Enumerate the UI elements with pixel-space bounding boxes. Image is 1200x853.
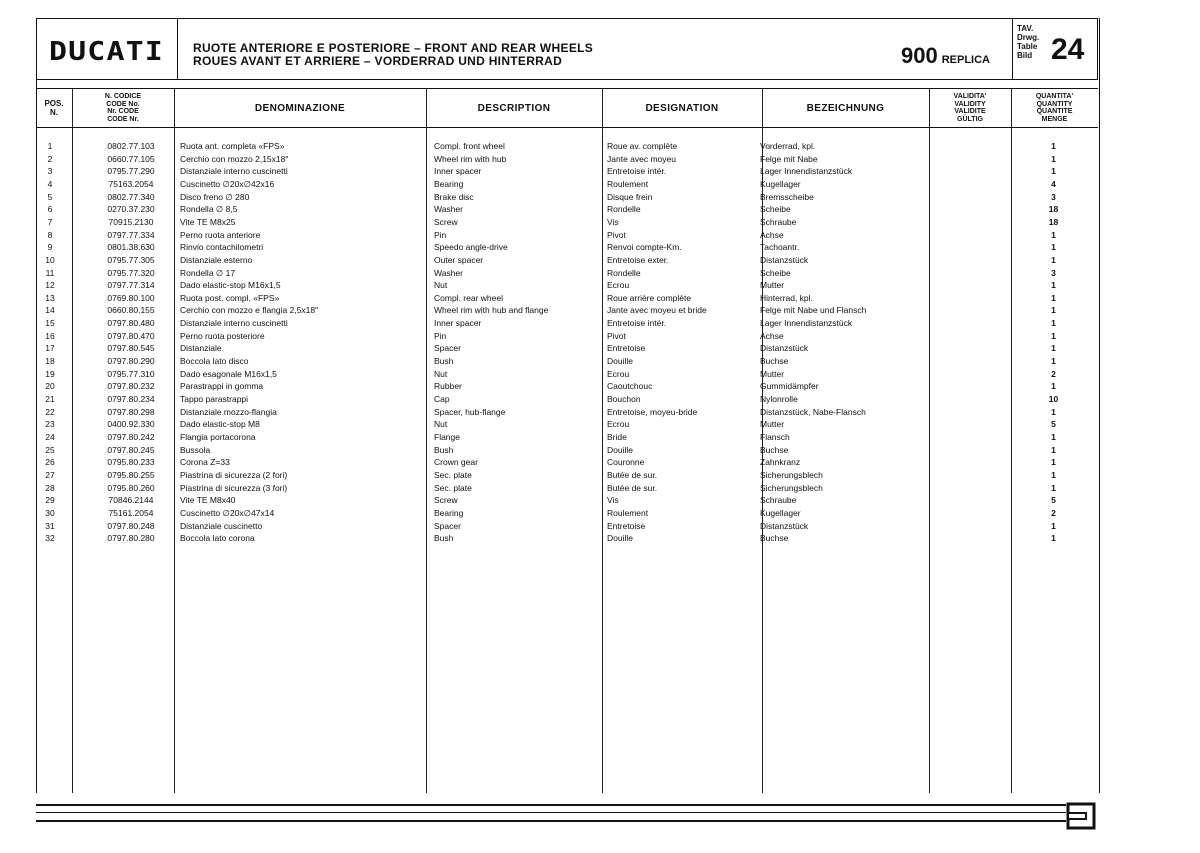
row-code: 0270.37.230: [107, 204, 155, 215]
row-description: Spacer: [434, 520, 461, 531]
row-bezeichnung: Zahnkranz: [760, 457, 801, 468]
row-quantity: 3: [1051, 191, 1056, 202]
row-pos: 29: [45, 495, 55, 506]
title-line-2: ROUES AVANT ET ARRIERE – VORDERRAD UND HINTERRAD: [193, 54, 563, 68]
row-designation: Roue arrière complète: [607, 292, 692, 303]
row-description: Bearing: [434, 507, 464, 518]
row-quantity: 1: [1051, 356, 1056, 367]
row-quantity: 1: [1051, 330, 1056, 341]
row-description: Inner spacer: [434, 166, 482, 177]
row-description: Screw: [434, 216, 458, 227]
row-designation: Renvoi compte-Km.: [607, 242, 682, 253]
row-pos: 11: [45, 267, 55, 278]
row-quantity: 1: [1051, 153, 1056, 164]
row-denominazione: Cuscinetto ∅20x∅42x16: [180, 178, 275, 189]
table-row: [36, 154, 1098, 167]
row-description: Spacer: [434, 343, 461, 354]
table-row: [36, 457, 1098, 470]
row-denominazione: Bussola: [180, 444, 211, 455]
row-bezeichnung: Felge mit Nabe und Flansch: [760, 305, 867, 316]
row-designation: Entretoise: [607, 520, 646, 531]
table-row: [36, 141, 1098, 154]
row-pos: 17: [45, 343, 55, 354]
row-pos: 2: [47, 153, 53, 164]
row-bezeichnung: Mutter: [760, 368, 785, 379]
row-denominazione: Distanziale cuscinetto: [180, 520, 263, 531]
row-pos: 22: [45, 406, 55, 417]
row-denominazione: Distanziale interno cuscinetti: [180, 318, 288, 329]
row-code: 0802.77.340: [107, 191, 155, 202]
table-row: [36, 508, 1098, 521]
row-code: 0795.80.255: [107, 469, 155, 480]
model-name: REPLICA: [941, 54, 990, 66]
table-row: [36, 432, 1098, 445]
row-quantity: 18: [1048, 216, 1059, 227]
table-row: [36, 280, 1098, 293]
row-designation: Bride: [607, 431, 627, 442]
row-description: Pin: [434, 330, 447, 341]
row-code: 0797.77.334: [107, 229, 155, 240]
row-code: 0795.77.320: [107, 267, 155, 278]
row-denominazione: Distanziale esterno: [180, 254, 253, 265]
row-code: 0797.80.232: [107, 381, 155, 392]
row-description: Bearing: [434, 178, 464, 189]
col-validita: VALIDITA' VALIDITY VALIDITE GÜLTIG: [953, 93, 987, 123]
row-code: 0660.80.155: [107, 305, 155, 316]
drawing-number-box: [1012, 19, 1098, 79]
row-pos: 26: [45, 457, 55, 468]
row-designation: Pivot: [607, 229, 626, 240]
row-bezeichnung: Buchse: [760, 356, 789, 367]
row-pos: 8: [47, 229, 53, 240]
table-row: [36, 407, 1098, 420]
row-designation: Pivot: [607, 330, 626, 341]
row-description: Outer spacer: [434, 254, 484, 265]
row-pos: 9: [47, 242, 53, 253]
row-quantity: 1: [1051, 482, 1056, 493]
row-code: 0797.80.480: [107, 318, 155, 329]
col-quantita: QUANTITA' QUANTITY QUANTITE MENGE: [1035, 93, 1074, 123]
row-code: 75163.2054: [108, 178, 154, 189]
row-bezeichnung: Flansch: [760, 431, 790, 442]
row-quantity: 1: [1051, 292, 1056, 303]
row-quantity: 1: [1051, 242, 1056, 253]
row-denominazione: Perno ruota anteriore: [180, 229, 261, 240]
row-description: Screw: [434, 495, 458, 506]
row-quantity: 10: [1048, 394, 1059, 404]
row-denominazione: Tappo parastrappi: [180, 394, 249, 404]
table-row: [36, 470, 1098, 483]
row-denominazione: Ruota ant. completa «FPS»: [180, 141, 285, 151]
row-designation: Douille: [607, 444, 633, 455]
row-pos: 21: [45, 394, 55, 404]
row-designation: Entretoise: [607, 343, 646, 354]
row-bezeichnung: Sicherungsblech: [760, 482, 823, 493]
row-quantity: 1: [1051, 533, 1056, 544]
row-quantity: 1: [1051, 343, 1056, 354]
model-number: 900: [901, 43, 938, 68]
row-code: 0660.77.105: [107, 153, 155, 164]
row-bezeichnung: Buchse: [760, 533, 789, 544]
row-denominazione: Ruota post. compl. «FPS»: [180, 292, 280, 303]
logo-box: [37, 19, 178, 79]
table-row: [36, 483, 1098, 496]
row-description: Inner spacer: [434, 318, 482, 329]
row-designation: Entretoise intér.: [607, 166, 667, 177]
row-denominazione: Vite TE M8x25: [180, 216, 236, 227]
row-bezeichnung: Distanzstück: [760, 254, 809, 265]
row-pos: 28: [45, 482, 55, 493]
row-pos: 20: [45, 381, 55, 392]
header-block: [36, 18, 1098, 80]
row-designation: Entretoise intér.: [607, 318, 667, 329]
row-pos: 7: [47, 216, 53, 227]
row-code: 0802.77.103: [107, 141, 155, 151]
row-designation: Roue av. complète: [607, 141, 678, 151]
row-description: Nut: [434, 368, 448, 379]
row-code: 0795.80.233: [107, 457, 155, 468]
table-row: [36, 495, 1098, 508]
row-denominazione: Piastrina di sicurezza (3 fori): [180, 482, 288, 493]
col-designation: DESIGNATION: [645, 102, 719, 114]
row-pos: 10: [45, 254, 55, 265]
row-designation: Ecrou: [607, 368, 630, 379]
row-code: 0797.80.298: [107, 406, 155, 417]
table-row: [36, 217, 1098, 230]
row-designation: Entretoise exter.: [607, 254, 669, 265]
row-description: Brake disc: [434, 191, 474, 202]
column-header-row: [36, 88, 1098, 128]
row-designation: Vis: [607, 495, 619, 506]
row-code: 0400.92.330: [107, 419, 155, 430]
row-quantity: 5: [1051, 419, 1056, 430]
row-denominazione: Parastrappi in gomma: [180, 381, 264, 392]
row-description: Compl. rear wheel: [434, 292, 503, 303]
row-pos: 18: [45, 356, 55, 367]
row-code: 70915.2130: [108, 216, 154, 227]
row-code: 0769.80.100: [107, 292, 155, 303]
row-denominazione: Dado esagonale M16x1,5: [180, 368, 277, 379]
row-designation: Ecrou: [607, 280, 630, 291]
row-description: Compl. front wheel: [434, 141, 505, 151]
row-pos: 5: [47, 191, 53, 202]
row-code: 0797.77.314: [107, 280, 155, 291]
col-code: N. CODICE CODE No. Nr. CODE CODE Nr.: [104, 93, 142, 123]
row-bezeichnung: Lager Innendistanzstück: [760, 166, 853, 177]
row-designation: Bouchon: [607, 394, 641, 404]
table-row: [36, 318, 1098, 331]
row-quantity: 1: [1051, 254, 1056, 265]
table-row: [36, 230, 1098, 243]
row-code: 0797.80.545: [107, 343, 155, 354]
row-denominazione: Piastrina di sicurezza (2 fori): [180, 469, 288, 480]
table-row: [36, 293, 1098, 306]
row-description: Bush: [434, 533, 454, 544]
row-designation: Ecrou: [607, 419, 630, 430]
row-designation: Rondelle: [607, 267, 641, 278]
row-denominazione: Distanziale: [180, 343, 222, 354]
drawing-label: TAV.: [1017, 24, 1034, 33]
drawing-number: 24: [1051, 33, 1085, 66]
row-quantity: 1: [1051, 141, 1056, 151]
table-row: [36, 445, 1098, 458]
row-denominazione: Perno ruota posteriore: [180, 330, 265, 341]
table-row: [36, 419, 1098, 432]
row-denominazione: Cuscinetto ∅20x∅47x14: [180, 507, 275, 518]
row-code: 75161.2054: [108, 507, 154, 518]
table-row: [36, 381, 1098, 394]
table-row: [36, 204, 1098, 217]
row-designation: Butée de sur.: [607, 482, 658, 493]
row-code: 0795.77.290: [107, 166, 155, 177]
row-quantity: 18: [1048, 204, 1059, 215]
row-description: Wheel rim with hub: [434, 153, 507, 164]
ducati-logo: DUCATI: [49, 37, 164, 67]
row-bezeichnung: Gummidämpfer: [760, 381, 819, 392]
row-code: 70846.2144: [108, 495, 154, 506]
row-description: Pin: [434, 229, 447, 240]
table-row: [36, 242, 1098, 255]
row-bezeichnung: Kugellager: [760, 507, 801, 518]
drawing-labels: [1017, 24, 1039, 60]
row-bezeichnung: Achse: [760, 229, 784, 240]
row-code: 0797.80.242: [107, 431, 155, 442]
row-pos: 19: [45, 368, 55, 379]
row-denominazione: Boccola lato disco: [180, 356, 249, 367]
row-description: Flange: [434, 431, 460, 442]
row-quantity: 1: [1051, 406, 1056, 417]
row-bezeichnung: Felge mit Nabe: [760, 153, 818, 164]
col-pos: POS. N.: [44, 99, 64, 117]
row-code: 0795.77.305: [107, 254, 155, 265]
row-pos: 6: [47, 204, 53, 215]
row-code: 0801.38.630: [107, 242, 155, 253]
row-bezeichnung: Mutter: [760, 280, 785, 291]
row-pos: 25: [45, 444, 55, 455]
row-quantity: 1: [1051, 381, 1056, 392]
row-quantity: 4: [1051, 178, 1056, 189]
row-code: 0797.80.245: [107, 444, 155, 455]
row-description: Bush: [434, 356, 454, 367]
row-pos: 24: [45, 431, 55, 442]
row-bezeichnung: Tachoantr.: [760, 242, 800, 253]
row-description: Wheel rim with hub and flange: [434, 305, 549, 316]
row-code: 0795.77.310: [107, 368, 155, 379]
row-code: 0797.80.280: [107, 533, 155, 544]
row-code: 0797.80.290: [107, 356, 155, 367]
row-designation: Butée de sur.: [607, 469, 658, 480]
row-description: Washer: [434, 204, 463, 215]
row-description: Spacer, hub-flange: [434, 406, 506, 417]
row-quantity: 1: [1051, 305, 1056, 316]
row-description: Sec. plate: [434, 482, 472, 493]
row-denominazione: Disco freno ∅ 280: [180, 191, 250, 202]
row-bezeichnung: Nylonrolle: [760, 394, 798, 404]
row-bezeichnung: Kugellager: [760, 178, 801, 189]
row-pos: 23: [45, 419, 55, 430]
row-bezeichnung: Bremsscheibe: [760, 191, 814, 202]
row-pos: 30: [45, 507, 55, 518]
row-quantity: 1: [1051, 166, 1056, 177]
col-bezeichnung: BEZEICHNUNG: [806, 102, 885, 114]
table-row: [36, 533, 1098, 546]
row-quantity: 1: [1051, 457, 1056, 468]
drawing-label: Table: [1017, 42, 1038, 51]
row-quantity: 1: [1051, 431, 1056, 442]
row-denominazione: Distanziale mozzo-flangia: [180, 406, 277, 417]
row-denominazione: Dado elastic-stop M8: [180, 419, 260, 430]
row-quantity: 3: [1051, 267, 1056, 278]
row-bezeichnung: Hinterrad, kpl.: [760, 292, 813, 303]
table-row: [36, 166, 1098, 179]
row-bezeichnung: Achse: [760, 330, 784, 341]
row-denominazione: Corona Z=33: [180, 457, 230, 468]
row-denominazione: Dado elastic-stop M16x1,5: [180, 280, 281, 291]
row-pos: 15: [45, 318, 55, 329]
row-description: Washer: [434, 267, 463, 278]
row-pos: 14: [45, 305, 55, 316]
table-row: [36, 521, 1098, 534]
footer-line: [36, 812, 1066, 813]
row-pos: 12: [45, 280, 55, 291]
row-pos: 1: [47, 141, 53, 151]
title-line-1: RUOTE ANTERIORE E POSTERIORE – FRONT AND REAR WHEELS: [193, 41, 594, 55]
row-description: Sec. plate: [434, 469, 472, 480]
row-description: Nut: [434, 280, 448, 291]
model-label: [901, 43, 990, 69]
row-quantity: 5: [1051, 495, 1056, 506]
row-denominazione: Flangia portacorona: [180, 431, 256, 442]
row-denominazione: Distanziale interno cuscinetti: [180, 166, 288, 177]
row-pos: 4: [47, 178, 53, 189]
row-denominazione: Rondella ∅ 8,5: [180, 204, 238, 215]
row-bezeichnung: Distanzstück, Nabe-Flansch: [760, 406, 866, 417]
row-designation: Couronne: [607, 457, 645, 468]
row-designation: Roulement: [607, 178, 649, 189]
row-pos: 13: [45, 292, 55, 303]
row-bezeichnung: Distanzstück: [760, 343, 809, 354]
row-quantity: 1: [1051, 280, 1056, 291]
row-code: 0795.80.260: [107, 482, 155, 493]
table-row: [36, 255, 1098, 268]
row-denominazione: Boccola lato corona: [180, 533, 255, 544]
row-quantity: 2: [1051, 368, 1056, 379]
row-bezeichnung: Mutter: [760, 419, 785, 430]
row-quantity: 1: [1051, 229, 1056, 240]
row-designation: Douille: [607, 533, 633, 544]
row-bezeichnung: Schraube: [760, 495, 797, 506]
row-bezeichnung: Schraube: [760, 216, 797, 227]
table-row: [36, 305, 1098, 318]
row-code: 0797.80.234: [107, 394, 155, 404]
row-denominazione: Rinvio contachilometri: [180, 242, 264, 253]
table-row: [36, 343, 1098, 356]
row-denominazione: Vite TE M8x40: [180, 495, 236, 506]
row-quantity: 1: [1051, 444, 1056, 455]
row-bezeichnung: Scheibe: [760, 267, 791, 278]
footer-line: [36, 804, 1066, 806]
col-description: DESCRIPTION: [477, 102, 551, 114]
row-pos: 27: [45, 469, 55, 480]
row-designation: Douille: [607, 356, 633, 367]
row-designation: Roulement: [607, 507, 649, 518]
row-designation: Jante avec moyeu: [607, 153, 676, 164]
table-row: [36, 179, 1098, 192]
row-designation: Vis: [607, 216, 619, 227]
row-pos: 3: [47, 166, 53, 177]
row-denominazione: Cerchio con mozzo e flangia 2,5x18": [180, 305, 319, 316]
row-quantity: 2: [1051, 507, 1056, 518]
table-row: [36, 356, 1098, 369]
row-designation: Caoutchouc: [607, 381, 653, 392]
table-row: [36, 331, 1098, 344]
row-code: 0797.80.248: [107, 520, 155, 531]
drawing-label: Drwg.: [1017, 33, 1040, 42]
row-quantity: 1: [1051, 318, 1056, 329]
row-description: Speedo angle-drive: [434, 242, 508, 253]
footer-line: [36, 820, 1066, 822]
row-code: 0797.80.470: [107, 330, 155, 341]
table-row: [36, 394, 1098, 407]
row-quantity: 1: [1051, 520, 1056, 531]
row-pos: 31: [45, 520, 55, 531]
row-bezeichnung: Lager Innendistanzstück: [760, 318, 853, 329]
row-bezeichnung: Distanzstück: [760, 520, 809, 531]
row-description: Nut: [434, 419, 448, 430]
row-description: Cap: [434, 394, 450, 404]
col-denominazione: DENOMINAZIONE: [254, 102, 346, 114]
row-bezeichnung: Scheibe: [760, 204, 791, 215]
row-denominazione: Rondella ∅ 17: [180, 267, 236, 278]
table-row: [36, 192, 1098, 205]
ducati-corner-mark-icon: [1066, 802, 1096, 830]
row-description: Rubber: [434, 381, 462, 392]
row-designation: Jante avec moyeu et bride: [607, 305, 707, 316]
row-description: Crown gear: [434, 457, 478, 468]
row-bezeichnung: Sicherungsblech: [760, 469, 823, 480]
table-row: [36, 268, 1098, 281]
row-designation: Entretoise, moyeu-bride: [607, 406, 698, 417]
row-pos: 32: [45, 533, 55, 544]
drawing-label: Bild: [1017, 51, 1033, 60]
row-designation: Rondelle: [607, 204, 641, 215]
row-denominazione: Cerchio con mozzo 2,15x18": [180, 153, 289, 164]
table-row: [36, 369, 1098, 382]
row-designation: Disque frein: [607, 191, 653, 202]
row-quantity: 1: [1051, 469, 1056, 480]
row-bezeichnung: Vorderrad, kpl.: [760, 141, 816, 151]
row-pos: 16: [45, 330, 55, 341]
row-description: Bush: [434, 444, 454, 455]
row-bezeichnung: Buchse: [760, 444, 789, 455]
